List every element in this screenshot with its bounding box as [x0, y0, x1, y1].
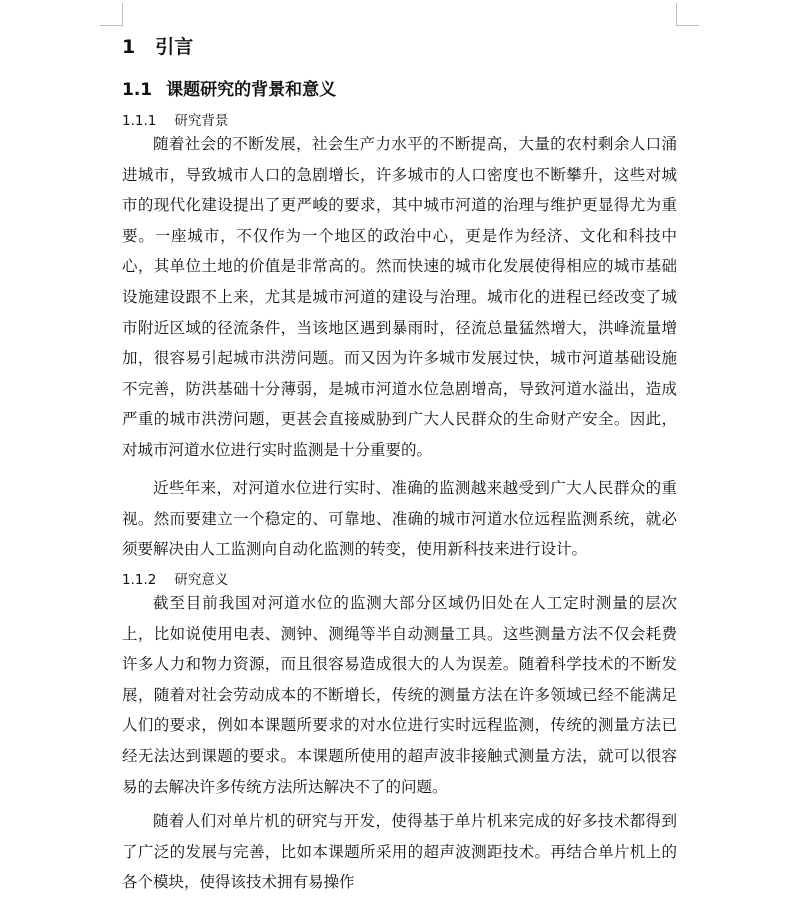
- subsection-number: 1.1.2: [122, 572, 157, 588]
- paragraph: 随着人们对单片机的研究与开发，使得基于单片机来完成的好多技术都得到了广泛的发展与完善，比如本课题所采用的超声波测距技术。再结合单片机上的各个模块，使得该技术拥有易操作: [122, 812, 677, 892]
- chapter-number: 1: [122, 36, 136, 58]
- section-heading: [122, 75, 336, 100]
- section-title: 课题研究的背景和意义: [166, 80, 337, 100]
- paragraph: 随着社会的不断发展，社会生产力水平的不断提高，大量的农村剩余人口涌进城市，导致城市人口的急剧增长，许多城市的人口密度也不断攀升，这些对城市的现代化建设提出了更严峻的要求，其中城市河道的治理与维护更显得尤为重要。一座城市，不仅作为一个地区的政治中心，更是作为经济、文化和科技中心，其单位土地的价值是非常高的。然而快速的城市化发展使得相应的城市基础设施建设跟不上来，尤其是城市河道的建设与治理。城市化的进程已经改变了城市附近区域的径流条件，当该地区遇到暴雨时，径流总量猛然增大，洪峰流量增加，很容易引起城市洪涝问题。而又因为许多城市发展过快，城市河道基础设施不完善，防洪基础十分薄弱，是城市河道水位急剧增高，导致河道水溢出，造成严重的城市洪涝问题，更甚会直接威胁到广大人民群众的生命财产安全。因此，对城市河道水位进行实时监测是十分重要的。: [122, 135, 677, 459]
- subsection-heading-background: [122, 109, 228, 129]
- subsection-heading-significance: [122, 568, 228, 588]
- crop-mark-top-right: [676, 3, 699, 26]
- paragraph: 近些年来，对河道水位进行实时、准确的监测越来越受到广大人民群众的重视。然而要建立一个稳定的、可靠地、准确的城市河道水位远程监测系统，就必须要解决由人工监测向自动化监测的转变，使用新科技来进行设计。: [122, 479, 677, 559]
- chapter-title: 引言: [155, 36, 194, 58]
- subsection-title: 研究背景: [174, 113, 229, 129]
- subsection-title: 研究意义: [174, 572, 229, 588]
- section-number: 1.1: [122, 80, 153, 100]
- paragraph: 截至目前我国对河道水位的监测大部分区域仍旧处在人工定时测量的层次上，比如说使用电表、测钟、测绳等半自动测量工具。这些测量方法不仅会耗费许多人力和物力资源，而且很容易造成很大的人为误差。随着科学技术的不断发展，随着对社会劳动成本的不断增长，传统的测量方法在许多领域已经不能满足人们的要求，例如本课题所要求的对水位进行实时远程监测，传统的测量方法已经无法达到课题的要求。本课题所使用的超声波非接触式测量方法，就可以很容易的去解决许多传统方法所达解决不了的问题。: [122, 594, 677, 796]
- chapter-heading: [122, 32, 193, 59]
- subsection-number: 1.1.1: [122, 113, 157, 129]
- crop-mark-top-left: [100, 3, 123, 26]
